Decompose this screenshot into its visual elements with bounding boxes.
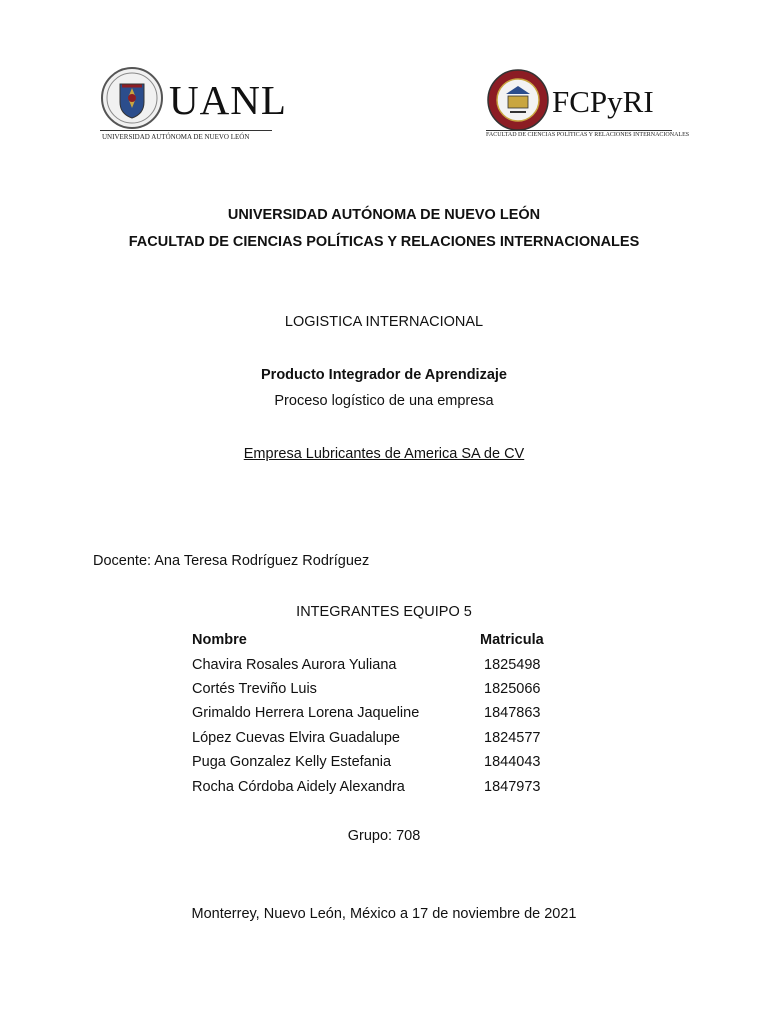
member-name: Cortés Treviño Luis [192, 680, 317, 697]
uanl-divider [100, 130, 272, 131]
product-subtitle: Proceso logístico de una empresa [274, 393, 494, 409]
uanl-subtitle: UNIVERSIDAD AUTÓNOMA DE NUEVO LEÓN [102, 133, 250, 141]
uanl-wordmark: UANL [169, 77, 287, 123]
teacher-line: Docente: Ana Teresa Rodríguez Rodríguez [93, 553, 370, 569]
faculty-title: FACULTAD DE CIENCIAS POLÍTICAS Y RELACIONES INTERNACIONALES [128, 234, 640, 250]
table-row [192, 750, 572, 774]
member-id: 1824577 [484, 729, 541, 746]
table-row [192, 677, 572, 701]
table-row [192, 701, 572, 725]
member-name: Chavira Rosales Aurora Yuliana [192, 656, 397, 673]
member-name: López Cuevas Elvira Guadalupe [192, 729, 400, 746]
member-id: 1844043 [484, 754, 541, 771]
table-row [192, 652, 572, 676]
group-label: Grupo: 708 [347, 828, 421, 844]
member-id: 1825066 [484, 680, 541, 697]
company-name: Empresa Lubricantes de America SA de CV [243, 446, 525, 462]
uanl-seal-icon [100, 66, 164, 130]
fcpyri-wordmark: FCPyRI [552, 84, 654, 119]
members-table [192, 628, 572, 799]
university-title: UNIVERSIDAD AUTÓNOMA DE NUEVO LEÓN [227, 207, 541, 223]
fcpyri-seal-icon [486, 68, 550, 132]
member-id: 1847863 [484, 705, 541, 722]
fcpyri-subtitle: FACULTAD DE CIENCIAS POLÍTICAS Y RELACIONES INTERNACIONALES [486, 132, 690, 138]
member-name: Rocha Córdoba Aidely Alexandra [192, 778, 405, 795]
course-title: LOGISTICA INTERNACIONAL [284, 314, 484, 330]
place-date: Monterrey, Nuevo León, México a 17 de noviembre de 2021 [191, 906, 577, 922]
uanl-logo [96, 60, 287, 144]
fcpyri-divider [486, 130, 672, 131]
column-header-matricula: Matricula [480, 632, 544, 649]
member-name: Puga Gonzalez Kelly Estefania [192, 754, 392, 771]
table-row [192, 774, 572, 798]
product-title: Producto Integrador de Aprendizaje [261, 367, 507, 383]
member-name: Grimaldo Herrera Lorena Jaqueline [192, 705, 420, 722]
member-id: 1847973 [484, 778, 541, 795]
fcpyri-logo [484, 64, 690, 144]
column-header-name: Nombre [192, 632, 247, 649]
member-id: 1825498 [484, 656, 541, 673]
table-row [192, 726, 572, 750]
members-header-row [192, 628, 572, 652]
team-title: INTEGRANTES EQUIPO 5 [296, 604, 472, 620]
